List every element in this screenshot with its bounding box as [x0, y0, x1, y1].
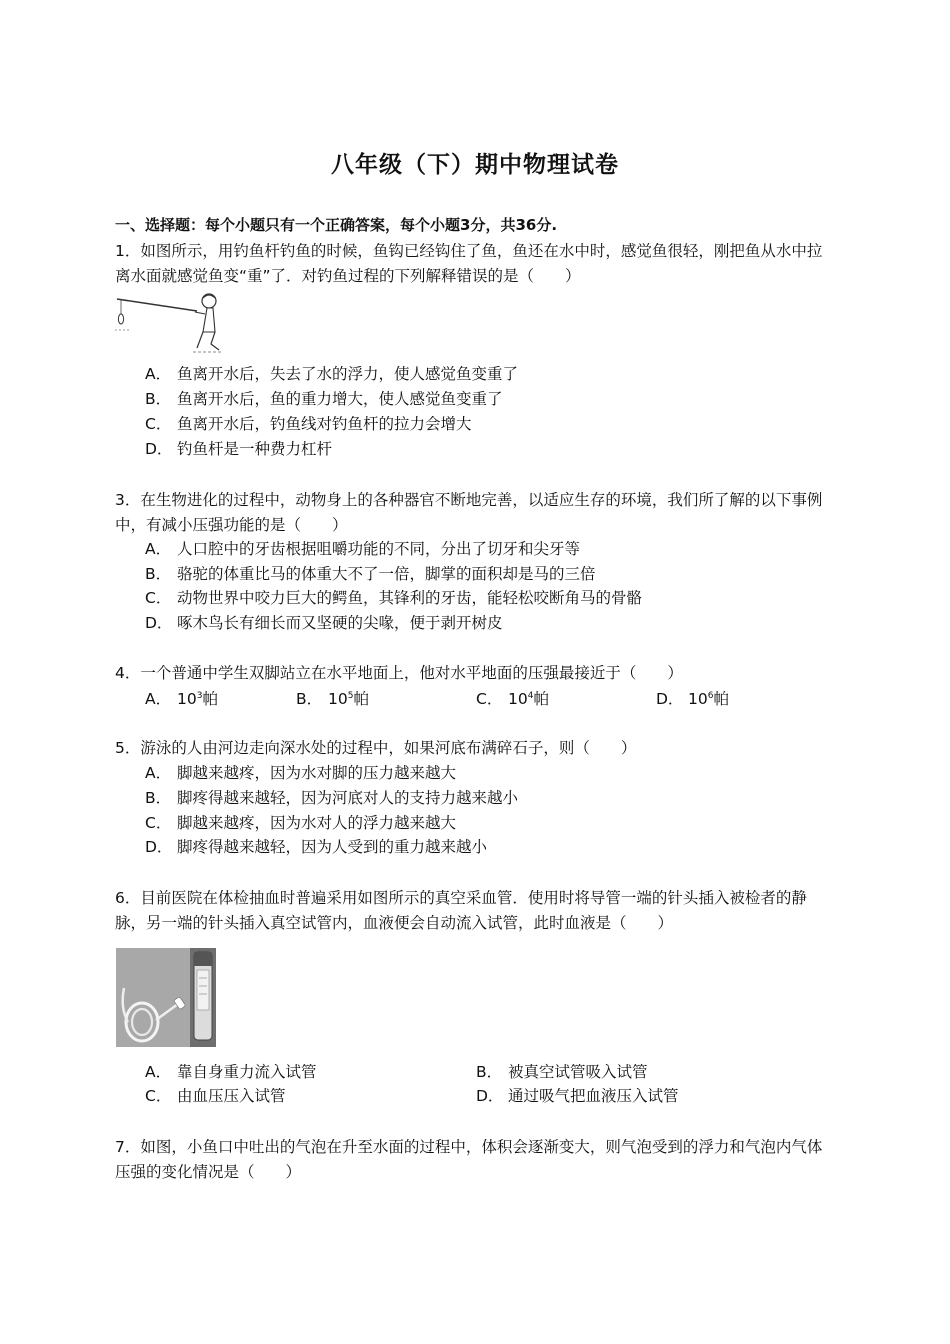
q3-option-b: B． 骆驼的体重比马的体重大不了一倍，脚掌的面积却是马的三倍: [145, 565, 596, 583]
q3-option-d: D． 啄木鸟长有细长而又坚硬的尖喙，便于剥开树皮: [145, 614, 503, 632]
question-6-stem: 6．目前医院在体检抽血时普遍采用如图所示的真空采血管．使用时将导管一端的针头插入被检者的静脉，另一端的针头插入真空试管内，血液便会自动流入试管，此时血液是（ ）: [115, 889, 807, 932]
q6-option-a: A． 靠自身重力流入试管: [145, 1063, 317, 1081]
q1-option-b: B． 鱼离开水后，鱼的重力增大，使人感觉鱼变重了: [145, 390, 503, 408]
q4-option-a: A． $10^3$帕: [145, 690, 218, 708]
q3-option-a: A． 人口腔中的牙齿根据咀嚼功能的不同，分出了切牙和尖牙等: [145, 540, 581, 558]
q6-option-d: D． 通过吸气把血液压入试管: [476, 1087, 679, 1105]
question-1-stem: 1．如图所示，用钓鱼杆钓鱼的时候，鱼钩已经钩住了鱼，鱼还在水中时，感觉鱼很轻，刚把鱼从水中拉离水面就感觉鱼变“重”了．对钓鱼过程的下列解释错误的是（ ）: [115, 242, 823, 285]
page-title: 八年级（下）期中物理试卷: [331, 152, 619, 178]
fishing-figure: [115, 290, 223, 358]
q4-option-d: D． $10^6$帕: [656, 690, 729, 708]
q4-option-b: B． $10^5$帕: [296, 690, 369, 708]
question-5-stem: 5．游泳的人由河边走向深水处的过程中，如果河底布满碎石子，则（ ）: [115, 739, 637, 757]
q5-option-d: D． 脚疼得越来越轻，因为人受到的重力越来越小: [145, 838, 488, 856]
q5-option-a: A． 脚越来越疼，因为水对脚的压力越来越大: [145, 764, 457, 782]
question-3-stem: 3．在生物进化的过程中，动物身上的各种器官不断地完善，以适应生存的环境，我们所了解的以下事例中，有减小压强功能的是（ ）: [115, 491, 823, 534]
q4-option-c: C． $10^4$帕: [476, 690, 549, 708]
q3-option-c: C． 动物世界中咬力巨大的鳄鱼，其锋利的牙齿，能轻松咬断角马的骨骼: [145, 589, 643, 607]
q6-option-b: B． 被真空试管吸入试管: [476, 1063, 648, 1081]
q6-option-c: C． 由血压压入试管: [145, 1087, 286, 1105]
q1-option-a: A． 鱼离开水后，失去了水的浮力，使人感觉鱼变重了: [145, 365, 519, 383]
vacuum-blood-tube-photo: [116, 948, 216, 1047]
q1-option-c: C． 鱼离开水后，钓鱼线对钓鱼杆的拉力会增大: [145, 415, 472, 433]
q5-option-c: C． 脚越来越疼，因为水对人的浮力越来越大: [145, 814, 457, 832]
question-4-stem: 4．一个普通中学生双脚站立在水平地面上，他对水平地面的压强最接近于（ ）: [115, 664, 683, 682]
q5-option-b: B． 脚疼得越来越轻，因为河底对人的支持力越来越小: [145, 789, 519, 807]
q1-option-d: D． 钓鱼杆是一种费力杠杆: [145, 440, 333, 458]
section-heading: 一、选择题：每个小题只有一个正确答案，每个小题3分，共36分.: [115, 216, 558, 234]
question-7-stem: 7．如图，小鱼口中吐出的气泡在升至水面的过程中，体积会逐渐变大，则气泡受到的浮力和气泡内气体压强的变化情况是（ ）: [115, 1138, 823, 1181]
